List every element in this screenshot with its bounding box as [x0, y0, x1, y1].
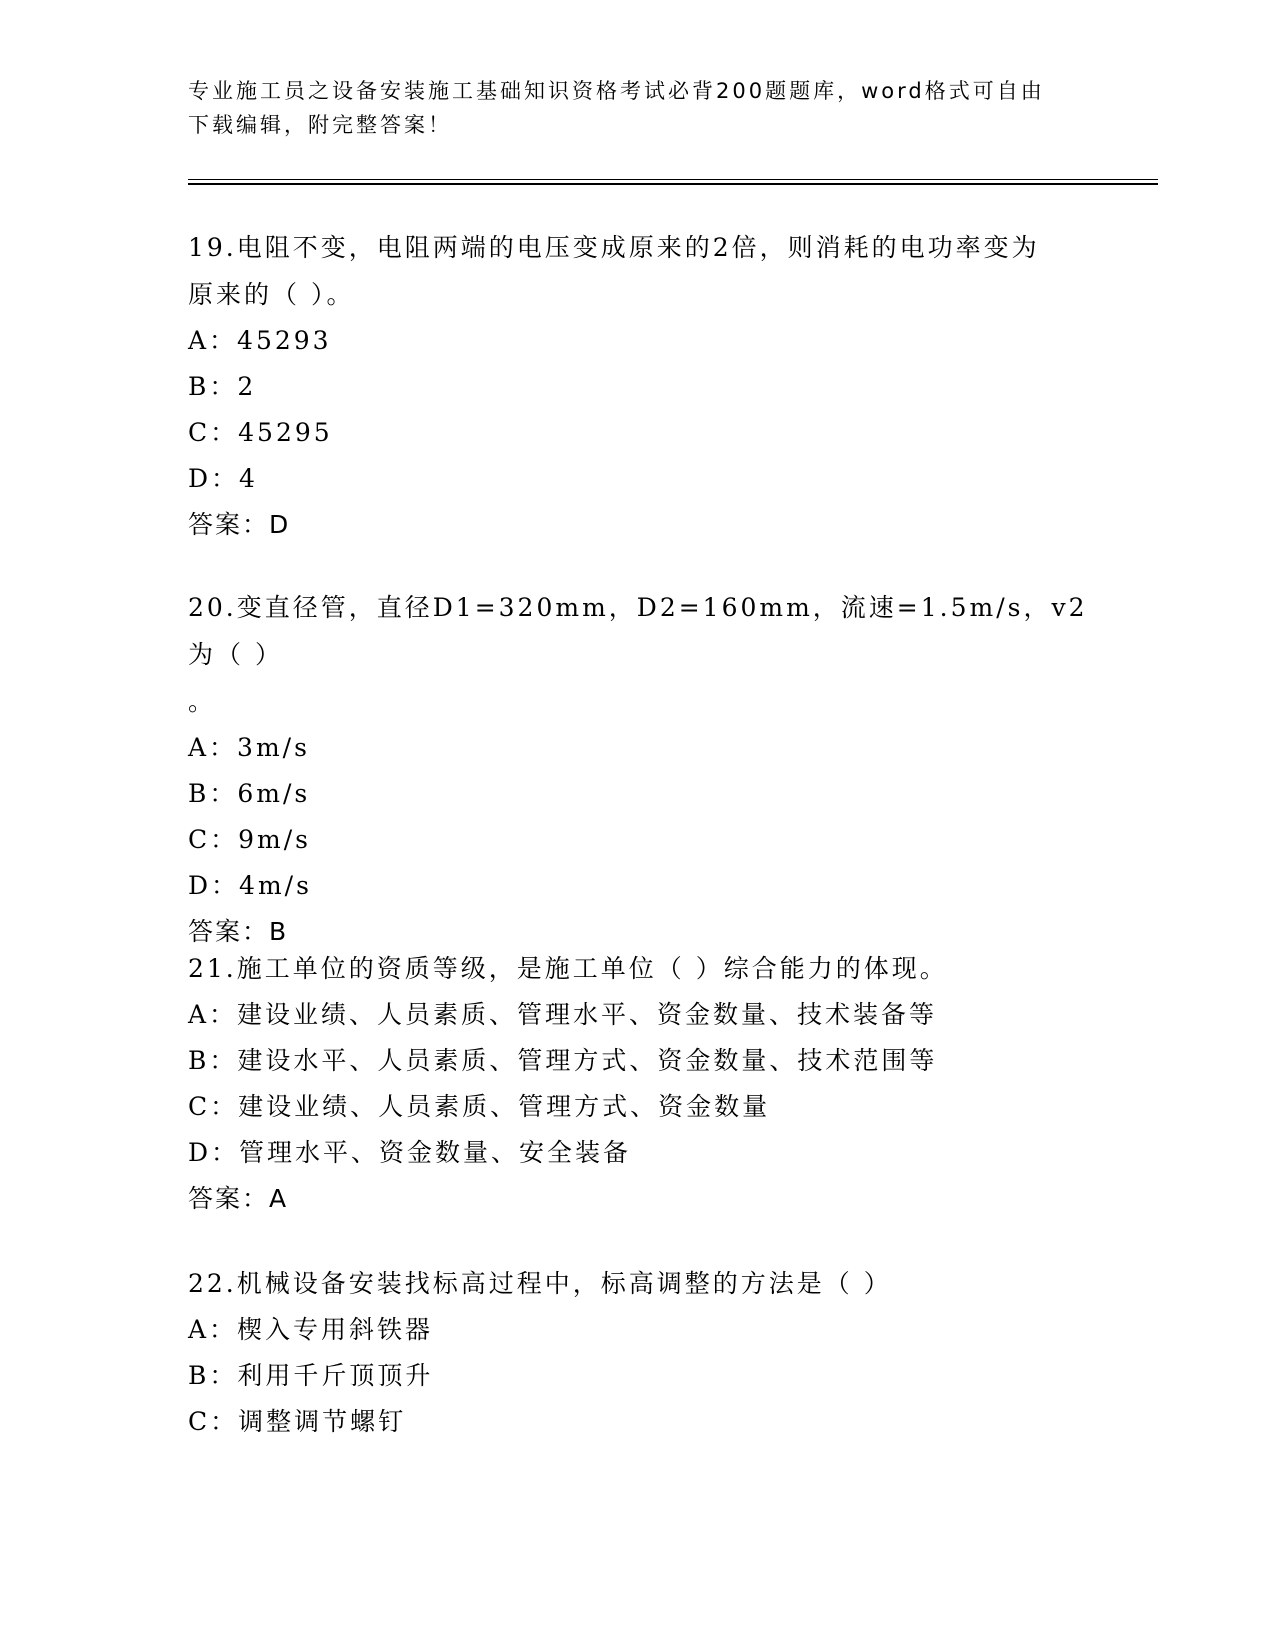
option-b: B：利用千斤顶顶升 [188, 1361, 434, 1390]
option-a: A：建设业绩、人员素质、管理水平、资金数量、技术装备等 [188, 1000, 938, 1029]
option-c: C：建设业绩、人员素质、管理方式、资金数量 [188, 1092, 771, 1121]
option-d: D：4m/s [188, 871, 312, 900]
question-stem: 22.机械设备安装找标高过程中，标高调整的方法是（ ） [188, 1269, 892, 1298]
answer: 答案：A [188, 1184, 289, 1213]
option-a: A：45293 [188, 326, 332, 355]
option-d: D：管理水平、资金数量、安全装备 [188, 1138, 632, 1167]
question-stem: 19.电阻不变，电阻两端的电压变成原来的2倍，则消耗的电功率变为 [188, 233, 1040, 262]
option-c: C：调整调节螺钉 [188, 1407, 407, 1436]
document-header [188, 74, 1088, 142]
question-20 [188, 584, 1088, 955]
header-line-2: 下载编辑，附完整答案！ [188, 113, 452, 137]
option-a: A：楔入专用斜铁器 [188, 1315, 434, 1344]
question-stem: 21.施工单位的资质等级，是施工单位（ ）综合能力的体现。 [188, 954, 948, 983]
header-line-1: 专业施工员之设备安装施工基础知识资格考试必背200题题库，word格式可自由 [188, 79, 1045, 103]
answer: 答案：B [188, 917, 289, 946]
option-d: D：4 [188, 464, 258, 493]
question-19 [188, 224, 1088, 548]
header-divider-thick [188, 183, 1158, 185]
option-c: C：9m/s [188, 825, 311, 854]
question-stem: 20.变直径管，直径D1=320mm，D2=160mm，流速=1.5m/s，v2为（ ） [188, 593, 1088, 669]
question-stem-continued: 原来的（ ）。 [188, 280, 355, 309]
answer: 答案：D [188, 510, 291, 539]
header-divider-thin [188, 179, 1158, 180]
option-a: A：3m/s [188, 733, 310, 762]
option-b: B：2 [188, 372, 257, 401]
question-stem-continued: 。 [188, 687, 217, 716]
option-b: B：6m/s [188, 779, 311, 808]
question-21 [188, 945, 1088, 1222]
option-c: C：45295 [188, 418, 333, 447]
question-22 [188, 1260, 1088, 1445]
option-b: B：建设水平、人员素质、管理方式、资金数量、技术范围等 [188, 1046, 938, 1075]
